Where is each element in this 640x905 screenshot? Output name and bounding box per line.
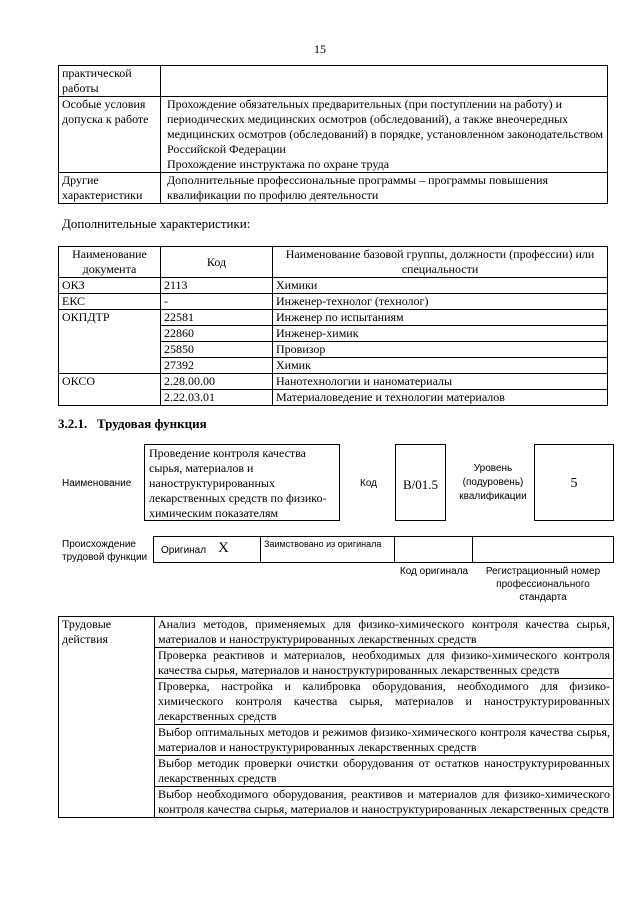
code-cell: 2.28.00.00 bbox=[161, 374, 273, 390]
code-cell: 27392 bbox=[161, 358, 273, 374]
level-value: 5 bbox=[534, 444, 614, 521]
table-row bbox=[59, 278, 608, 294]
code-caption: Код оригинала bbox=[399, 566, 469, 577]
table-row bbox=[59, 374, 608, 390]
row-label: Другие характеристики bbox=[59, 173, 161, 204]
column-header: Код bbox=[161, 247, 273, 278]
name-cell: Химик bbox=[273, 358, 608, 374]
table-row bbox=[59, 173, 608, 204]
section-number: 3.2.1. bbox=[58, 416, 88, 431]
row-value bbox=[161, 66, 608, 97]
table-row bbox=[59, 97, 608, 173]
borrowed-label: Заимствовано из оригинала bbox=[264, 539, 382, 549]
actions-table bbox=[58, 616, 614, 818]
page-number: 15 bbox=[314, 42, 326, 56]
row-label: практической работы bbox=[59, 66, 161, 97]
additional-heading: Дополнительные характеристики: bbox=[62, 216, 251, 231]
action-item: Анализ методов, применяемых для физико-химического контроля качества сырья, материалов и наноструктурированных лекарственных средств bbox=[155, 617, 614, 648]
table-row bbox=[59, 294, 608, 310]
table-header-row bbox=[59, 247, 608, 278]
doc-cell: ОКСО bbox=[59, 374, 161, 406]
code-cell: 22581 bbox=[161, 310, 273, 326]
additional-table bbox=[58, 246, 608, 406]
name-label: Наименование bbox=[62, 478, 132, 489]
row-value: Прохождение инструктажа по охране труда bbox=[167, 157, 390, 171]
code-cell: 25850 bbox=[161, 342, 273, 358]
name-cell: Химики bbox=[273, 278, 608, 294]
name-cell: Инженер по испытаниям bbox=[273, 310, 608, 326]
action-item: Проверка реактивов и материалов, необходимых для физико-химического контроля качества сырья, материалов и наноструктурированных лекарственных средств bbox=[155, 648, 614, 679]
code-cell: 2.22.03.01 bbox=[161, 390, 273, 406]
code-cell: 22860 bbox=[161, 326, 273, 342]
doc-cell: ОКЗ bbox=[59, 278, 161, 294]
row-label: Особые условия допуска к работе bbox=[59, 97, 161, 173]
code-cell: - bbox=[161, 294, 273, 310]
origin-row bbox=[153, 536, 614, 563]
row-value: Прохождение обязательных предварительных (при поступлении на работу) и периодических медицинских осмотров (обследований), а также внеочередных медицинских осмотров (обследований) в порядке, установленном законодательством Российской Федерации bbox=[167, 97, 604, 156]
level-label: Уровень (подуровень) квалификации bbox=[459, 463, 527, 502]
name-cell: Инженер-технолог (технолог) bbox=[273, 294, 608, 310]
action-item: Проверка, настройка и калибровка оборудования, необходимого для физико-химического контроля качества сырья, материалов и наноструктурированных лекарственных средств bbox=[155, 679, 614, 725]
table-row bbox=[59, 310, 608, 326]
divider bbox=[472, 537, 473, 562]
action-item: Выбор необходимого оборудования, реактивов и материалов для физико-химического контроля качества сырья, материалов и наноструктурированных лекарственных средств bbox=[155, 787, 614, 818]
column-header: Наименование документа bbox=[59, 247, 161, 278]
original-mark: X bbox=[218, 540, 229, 556]
code-label: Код bbox=[360, 478, 378, 489]
section-heading bbox=[58, 416, 207, 432]
name-cell: Нанотехнологии и наноматериалы bbox=[273, 374, 608, 390]
code-cell: 2113 bbox=[161, 278, 273, 294]
action-item: Выбор оптимальных методов и режимов физико-химического контроля качества сырья, материалов и наноструктурированных лекарственных средств bbox=[155, 725, 614, 756]
action-item: Выбор методик проверки очистки оборудования от остатков наноструктурированных лекарственных средств bbox=[155, 756, 614, 787]
section-title: Трудовая функция bbox=[97, 416, 207, 431]
divider bbox=[394, 537, 395, 562]
origin-label: Происхождение трудовой функции bbox=[62, 539, 148, 563]
original-label: Оригинал bbox=[161, 545, 207, 556]
function-code: B/01.5 bbox=[395, 444, 446, 521]
doc-cell: ОКПДТР bbox=[59, 310, 161, 374]
table-row bbox=[59, 66, 608, 97]
name-cell: Инженер-химик bbox=[273, 326, 608, 342]
reg-caption: Регистрационный номер профессионального стандарта bbox=[485, 566, 601, 603]
table-row bbox=[59, 617, 614, 648]
actions-label: Трудовые действия bbox=[59, 617, 155, 818]
name-cell: Материаловедение и технологии материалов bbox=[273, 390, 608, 406]
doc-cell: ЕКС bbox=[59, 294, 161, 310]
conditions-table bbox=[58, 65, 608, 204]
row-value: Дополнительные профессиональные программы – программы повышения квалификации по профилю деятельности bbox=[161, 173, 608, 204]
column-header: Наименование базовой группы, должности (профессии) или специальности bbox=[273, 247, 608, 278]
divider bbox=[260, 537, 261, 562]
name-cell: Провизор bbox=[273, 342, 608, 358]
function-name: Проведение контроля качества сырья, материалов и наноструктурированных лекарственных средств по физико-химическим показателям bbox=[144, 444, 340, 521]
